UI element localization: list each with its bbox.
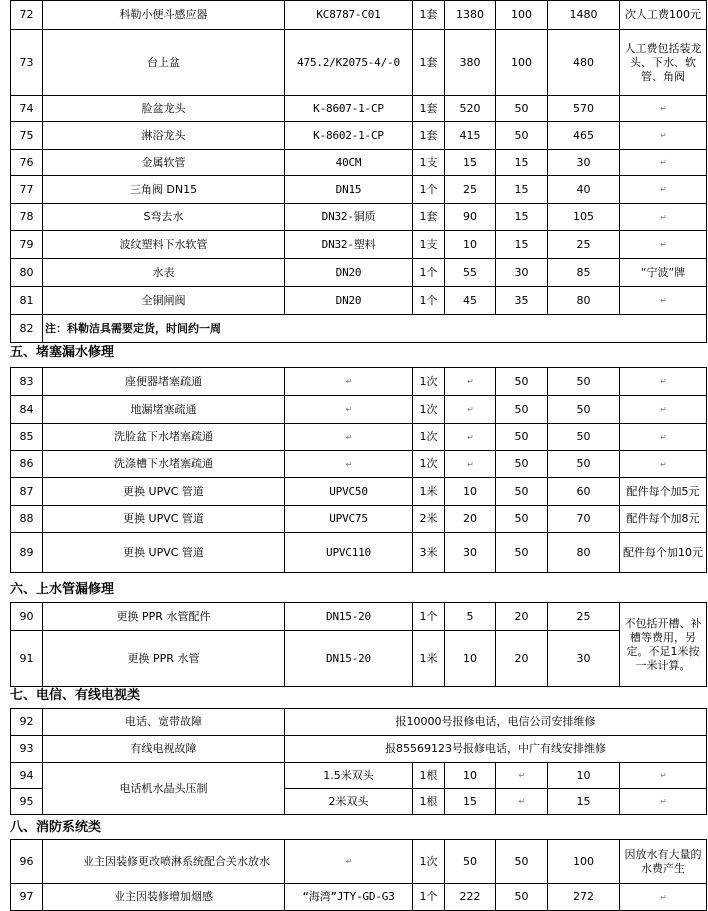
item-total: 30 (548, 631, 620, 687)
table-row (11, 709, 707, 736)
row-number: 84 (11, 396, 43, 424)
table-row (11, 368, 707, 396)
item-model: 2米双头 (285, 789, 413, 815)
item-model: 40CM (285, 150, 413, 176)
item-price (445, 451, 496, 478)
table-row (11, 840, 707, 884)
item-total: 25 (548, 231, 620, 259)
table-row (11, 533, 707, 573)
item-total: 40 (548, 176, 620, 204)
table-row (11, 736, 707, 763)
item-labor (496, 763, 548, 789)
item-price: 10 (445, 231, 496, 259)
item-price: 30 (445, 533, 496, 573)
item-unit: 3米 (413, 533, 445, 573)
item-labor: 20 (496, 631, 548, 687)
item-note: 配件每个加8元 (620, 506, 707, 533)
item-note (620, 451, 707, 478)
item-name: 全铜闸阀 (43, 287, 285, 315)
item-labor: 20 (496, 603, 548, 631)
repair-instruction: 报85569123号报修电话，中广有线安排维修 (285, 736, 707, 763)
item-model (285, 396, 413, 424)
item-model: UPVC50 (285, 478, 413, 506)
table-row (11, 763, 707, 789)
item-note (620, 231, 707, 259)
item-labor: 50 (496, 368, 548, 396)
item-labor: 30 (496, 259, 548, 287)
item-unit: 1套 (413, 204, 445, 231)
materials-table (10, 0, 707, 343)
item-price: 10 (445, 631, 496, 687)
item-total: 50 (548, 451, 620, 478)
table-row (11, 478, 707, 506)
row-number: 83 (11, 368, 43, 396)
item-note: 配件每个加5元 (620, 478, 707, 506)
paragraph-mark: ↵ (467, 432, 474, 442)
item-model: DN15-20 (285, 631, 413, 687)
item-unit: 1个 (413, 884, 445, 911)
paragraph-mark: ↵ (660, 185, 667, 194)
item-unit: 1根 (413, 763, 445, 789)
item-unit: 2米 (413, 506, 445, 533)
item-total: 15 (548, 789, 620, 815)
item-model: K-8607-1-CP (285, 96, 413, 122)
item-labor: 100 (496, 30, 548, 96)
item-note (620, 204, 707, 231)
item-name: 科勒小便斗感应器 (43, 1, 285, 30)
table-row (11, 506, 707, 533)
item-labor (496, 789, 548, 815)
row-number: 77 (11, 176, 43, 204)
item-model: 1.5米双头 (285, 763, 413, 789)
item-labor: 100 (496, 1, 548, 30)
table-row (11, 631, 707, 687)
item-model: UPVC110 (285, 533, 413, 573)
paragraph-mark: ↵ (660, 104, 667, 113)
item-name: 洗脸盆下水堵塞疏通 (43, 424, 285, 451)
item-labor: 50 (496, 424, 548, 451)
item-labor: 50 (496, 506, 548, 533)
item-name: 业主因装修增加烟感 (43, 884, 285, 911)
row-number: 97 (11, 884, 43, 911)
table-row (11, 287, 707, 315)
section-heading: 八、消防系统类 (10, 820, 102, 835)
paragraph-mark: ↵ (660, 212, 667, 222)
item-model: DN32-铜质 (285, 204, 413, 231)
item-model (285, 424, 413, 451)
item-total: 100 (548, 840, 620, 884)
row-number: 86 (11, 451, 43, 478)
item-name: 洗涤槽下水堵塞疏通 (43, 451, 285, 478)
item-unit: 1次 (413, 396, 445, 424)
item-note (620, 287, 707, 315)
row-number: 90 (11, 603, 43, 631)
item-price: 415 (445, 122, 496, 150)
paragraph-mark: ↵ (467, 377, 474, 386)
item-unit: 1套 (413, 96, 445, 122)
item-model: DN32-塑料 (285, 231, 413, 259)
item-price: 10 (445, 763, 496, 789)
item-unit: 1支 (413, 231, 445, 259)
paragraph-mark: ↵ (660, 432, 667, 442)
item-unit: 1个 (413, 287, 445, 315)
item-unit: 1个 (413, 603, 445, 631)
paragraph-mark: ↵ (660, 405, 667, 414)
table-row (11, 204, 707, 231)
row-number: 95 (11, 789, 43, 815)
item-labor: 15 (496, 231, 548, 259)
row-number: 80 (11, 259, 43, 287)
item-unit: 1套 (413, 1, 445, 30)
item-price: 90 (445, 204, 496, 231)
item-note (620, 789, 707, 815)
item-unit: 1个 (413, 259, 445, 287)
item-total: 480 (548, 30, 620, 96)
item-total: 80 (548, 533, 620, 573)
drain-repair-table (10, 367, 707, 573)
row-number: 74 (11, 96, 43, 122)
table-row (11, 451, 707, 478)
item-name: 更换 UPVC 管道 (43, 478, 285, 506)
item-note (620, 122, 707, 150)
item-model: DN15 (285, 176, 413, 204)
paragraph-mark: ↵ (660, 240, 667, 249)
item-price: 222 (445, 884, 496, 911)
paragraph-mark: ↵ (660, 771, 667, 780)
item-model: DN20 (285, 287, 413, 315)
item-price: 25 (445, 176, 496, 204)
table-row (11, 603, 707, 631)
row-number: 88 (11, 506, 43, 533)
row-number: 78 (11, 204, 43, 231)
item-name: 电话机水晶头压制 (43, 763, 285, 815)
item-price: 5 (445, 603, 496, 631)
item-labor: 15 (496, 176, 548, 204)
item-price: 15 (445, 789, 496, 815)
item-note (620, 96, 707, 122)
paragraph-mark: ↵ (467, 459, 474, 469)
item-price: 55 (445, 259, 496, 287)
paragraph-mark: ↵ (660, 377, 667, 386)
paragraph-mark: ↵ (345, 459, 353, 469)
item-unit: 1次 (413, 424, 445, 451)
item-labor: 50 (496, 396, 548, 424)
item-labor: 35 (496, 287, 548, 315)
item-note: 不包括开槽、补槽等费用，另定。不足1米按一米计算。 (620, 603, 707, 687)
section-heading: 五、堵塞漏水修理 (10, 345, 115, 360)
item-note: 次人工费100元 (620, 1, 707, 30)
paragraph-mark: ↵ (518, 771, 526, 780)
item-total: 80 (548, 287, 620, 315)
item-price: 20 (445, 506, 496, 533)
item-labor: 50 (496, 884, 548, 911)
item-unit: 1次 (413, 368, 445, 396)
item-model: DN20 (285, 259, 413, 287)
item-price: 50 (445, 840, 496, 884)
item-total: 25 (548, 603, 620, 631)
item-price: 10 (445, 478, 496, 506)
paragraph-mark: ↵ (345, 857, 353, 866)
item-unit: 1个 (413, 176, 445, 204)
paragraph-mark: ↵ (518, 797, 526, 806)
row-number: 91 (11, 631, 43, 687)
item-name: 脸盆龙头 (43, 96, 285, 122)
item-total: 10 (548, 763, 620, 789)
item-model: KC8787-C01 (285, 1, 413, 30)
item-note (620, 396, 707, 424)
item-labor: 50 (496, 122, 548, 150)
item-unit: 1米 (413, 631, 445, 687)
order-note: 注：科勒洁具需要定货，时间约一周 (43, 315, 707, 343)
table-row (11, 259, 707, 287)
item-name: 台上盆 (43, 30, 285, 96)
item-model (285, 451, 413, 478)
item-price (445, 368, 496, 396)
paragraph-mark: ↵ (345, 432, 353, 442)
item-name: 更换 UPVC 管道 (43, 533, 285, 573)
item-total: 570 (548, 96, 620, 122)
item-price: 520 (445, 96, 496, 122)
item-unit: 1支 (413, 150, 445, 176)
item-unit: 1套 (413, 30, 445, 96)
item-note (620, 424, 707, 451)
paragraph-mark: ↵ (660, 158, 667, 167)
item-note (620, 884, 707, 911)
row-number: 75 (11, 122, 43, 150)
item-model: K-8602-1-CP (285, 122, 413, 150)
item-name: 有线电视故障 (43, 736, 285, 763)
item-name: 业主因装修更改喷淋系统配合关水放水 (43, 840, 285, 884)
item-total: 105 (548, 204, 620, 231)
item-model: “海湾”JTY-GD-G3 (285, 884, 413, 911)
item-note: 配件每个加10元 (620, 533, 707, 573)
table-row (11, 150, 707, 176)
fire-system-table (10, 839, 707, 911)
paragraph-mark: ↵ (345, 377, 353, 386)
item-labor: 50 (496, 840, 548, 884)
item-labor: 50 (496, 478, 548, 506)
item-name: 更换 PPR 水管 (43, 631, 285, 687)
item-name: 电话、宽带故障 (43, 709, 285, 736)
telecom-table (10, 708, 707, 815)
item-name: 波纹塑料下水软管 (43, 231, 285, 259)
item-model: UPVC75 (285, 506, 413, 533)
item-labor: 50 (496, 451, 548, 478)
row-number: 76 (11, 150, 43, 176)
section-heading: 七、电信、有线电视类 (10, 688, 141, 703)
item-unit: 1米 (413, 478, 445, 506)
row-number: 73 (11, 30, 43, 96)
item-labor: 50 (496, 96, 548, 122)
item-total: 50 (548, 368, 620, 396)
table-row (11, 884, 707, 911)
item-price: 15 (445, 150, 496, 176)
item-model (285, 840, 413, 884)
item-total: 50 (548, 424, 620, 451)
item-unit: 1次 (413, 451, 445, 478)
item-name: 地漏堵塞疏通 (43, 396, 285, 424)
item-labor: 15 (496, 204, 548, 231)
table-row (11, 424, 707, 451)
table-row (11, 176, 707, 204)
item-note: 人工费包括装龙头、下水、软管、角阀 (620, 30, 707, 96)
item-name: 更换 UPVC 管道 (43, 506, 285, 533)
paragraph-mark: ↵ (660, 296, 667, 305)
table-row (11, 122, 707, 150)
item-price: 1380 (445, 1, 496, 30)
section-heading: 六、上水管漏修理 (10, 582, 115, 597)
item-model: 475.2/K2075-4/-0 (285, 30, 413, 96)
table-row (11, 30, 707, 96)
paragraph-mark: ↵ (345, 405, 353, 414)
paragraph-mark: ↵ (660, 459, 667, 469)
item-total: 272 (548, 884, 620, 911)
item-note (620, 150, 707, 176)
item-price (445, 396, 496, 424)
water-pipe-table (10, 602, 707, 687)
table-row (11, 96, 707, 122)
row-number: 87 (11, 478, 43, 506)
item-labor: 50 (496, 533, 548, 573)
row-number: 85 (11, 424, 43, 451)
item-price (445, 424, 496, 451)
table-row (11, 315, 707, 343)
paragraph-mark: ↵ (660, 797, 667, 806)
item-price: 380 (445, 30, 496, 96)
item-note: 因放水有大量的水费产生 (620, 840, 707, 884)
row-number: 89 (11, 533, 43, 573)
item-total: 1480 (548, 1, 620, 30)
item-total: 50 (548, 396, 620, 424)
item-name: 淋浴龙头 (43, 122, 285, 150)
paragraph-mark: ↵ (660, 131, 667, 140)
item-total: 70 (548, 506, 620, 533)
row-number: 81 (11, 287, 43, 315)
item-total: 60 (548, 478, 620, 506)
item-model: DN15-20 (285, 603, 413, 631)
item-note (620, 763, 707, 789)
item-name: S弯去水 (43, 204, 285, 231)
item-note (620, 368, 707, 396)
paragraph-mark: ↵ (660, 892, 667, 902)
item-labor: 15 (496, 150, 548, 176)
row-number: 82 (11, 315, 43, 343)
paragraph-mark: ↵ (467, 405, 474, 414)
item-total: 30 (548, 150, 620, 176)
table-row (11, 396, 707, 424)
row-number: 93 (11, 736, 43, 763)
row-number: 92 (11, 709, 43, 736)
repair-instruction: 报10000号报修电话，电信公司安排维修 (285, 709, 707, 736)
item-name: 三角阀 DN15 (43, 176, 285, 204)
item-unit: 1套 (413, 122, 445, 150)
table-row (11, 231, 707, 259)
item-total: 85 (548, 259, 620, 287)
item-name: 座便器堵塞疏通 (43, 368, 285, 396)
item-price: 45 (445, 287, 496, 315)
row-number: 94 (11, 763, 43, 789)
row-number: 96 (11, 840, 43, 884)
row-number: 79 (11, 231, 43, 259)
row-number: 72 (11, 1, 43, 30)
table-row (11, 1, 707, 30)
item-unit: 1根 (413, 789, 445, 815)
item-note: “宁波”牌 (620, 259, 707, 287)
item-total: 465 (548, 122, 620, 150)
item-note (620, 176, 707, 204)
item-name: 金属软管 (43, 150, 285, 176)
item-name: 更换 PPR 水管配件 (43, 603, 285, 631)
item-name: 水表 (43, 259, 285, 287)
item-unit: 1次 (413, 840, 445, 884)
item-model (285, 368, 413, 396)
